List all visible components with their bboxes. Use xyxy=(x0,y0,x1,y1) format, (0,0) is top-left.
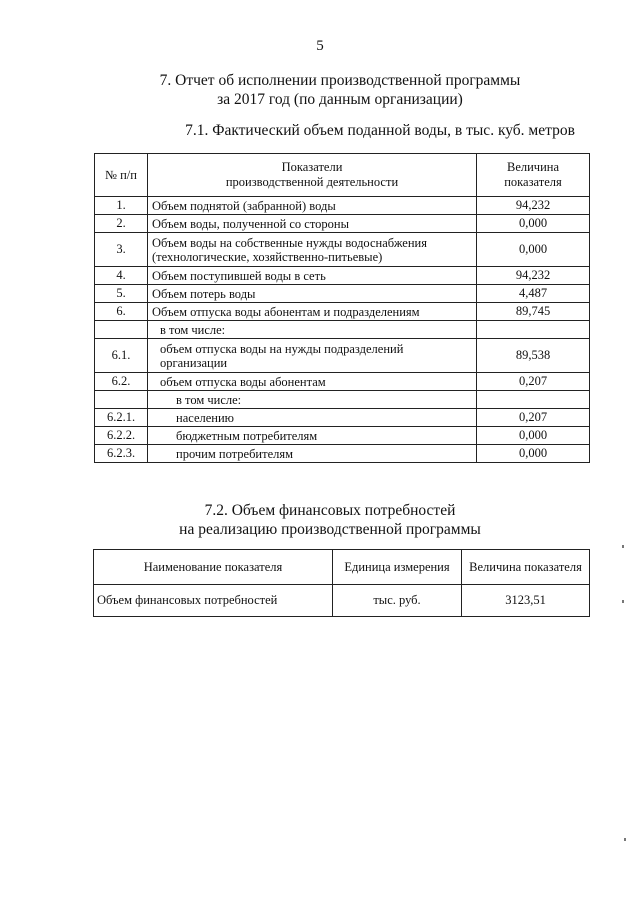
row-label: Объем воды на собственные нужды водоснабжения (технологические, хозяйственно-питьевые) xyxy=(148,233,477,267)
row-num: 3. xyxy=(95,233,148,267)
section-7-1-title: 7.1. Фактический объем поданной воды, в тыс. куб. метров xyxy=(185,122,575,139)
row-num: 6.2.2. xyxy=(95,427,148,445)
table-row xyxy=(95,285,590,303)
row-label: бюджетным потребителям xyxy=(148,427,477,445)
row-num: 6. xyxy=(95,303,148,321)
scan-mark xyxy=(622,600,624,603)
row-num: 6.2.1. xyxy=(95,409,148,427)
row-label: Объем воды, полученной со стороны xyxy=(148,215,477,233)
finance-value: 3123,51 xyxy=(462,585,590,617)
row-num xyxy=(95,391,148,409)
table-row xyxy=(95,267,590,285)
row-num: 6.2.3. xyxy=(95,445,148,463)
table-row xyxy=(95,445,590,463)
row-label: населению xyxy=(148,409,477,427)
row-num: 5. xyxy=(95,285,148,303)
row-label: Объем отпуска воды абонентам и подразделениям xyxy=(148,303,477,321)
table-row xyxy=(95,391,590,409)
scan-mark xyxy=(624,838,626,841)
section-7-title-line2: за 2017 год (по данным организации) xyxy=(217,91,463,108)
row-value: 89,745 xyxy=(477,303,590,321)
finance-name: Объем финансовых потребностей xyxy=(94,585,333,617)
section-7-title-line1: 7. Отчет об исполнении производственной программы xyxy=(159,72,521,89)
header-indicator-line2: производственной деятельности xyxy=(225,175,399,189)
row-num: 6.1. xyxy=(95,339,148,373)
finance-table xyxy=(93,549,590,617)
section-7-2-title-line1: 7.2. Объем финансовых потребностей xyxy=(204,502,456,519)
row-label: прочим потребителям xyxy=(148,445,477,463)
row-value: 4,487 xyxy=(477,285,590,303)
row-value: 0,207 xyxy=(477,409,590,427)
header-indicator-line1: Показатели xyxy=(281,160,343,174)
section-7-title xyxy=(60,71,620,109)
row-value xyxy=(477,321,590,339)
row-label: объем отпуска воды на нужды подразделений организации xyxy=(148,339,477,373)
header-num: № п/п xyxy=(95,154,148,197)
row-label: в том числе: xyxy=(148,321,477,339)
row-num: 2. xyxy=(95,215,148,233)
row-value: 89,538 xyxy=(477,339,590,373)
row-num: 6.2. xyxy=(95,373,148,391)
header-value: Величина показателя xyxy=(477,154,590,197)
row-label: Объем поднятой (забранной) воды xyxy=(148,197,477,215)
row-value: 94,232 xyxy=(477,267,590,285)
row-value: 0,207 xyxy=(477,373,590,391)
row-value: 94,232 xyxy=(477,197,590,215)
header-unit: Единица измерения xyxy=(333,550,462,585)
row-label: объем отпуска воды абонентам xyxy=(148,373,477,391)
table-row xyxy=(95,215,590,233)
row-num xyxy=(95,321,148,339)
table-header-row xyxy=(95,154,590,197)
row-label: Объем потерь воды xyxy=(148,285,477,303)
row-value: 0,000 xyxy=(477,427,590,445)
table-row xyxy=(95,427,590,445)
header-value: Величина показателя xyxy=(462,550,590,585)
section-7-2-title xyxy=(50,501,610,539)
scan-mark xyxy=(622,545,624,548)
row-num: 1. xyxy=(95,197,148,215)
row-num: 4. xyxy=(95,267,148,285)
page-number: 5 xyxy=(316,38,324,54)
table-row xyxy=(95,339,590,373)
section-7-2-title-line2: на реализацию производственной программы xyxy=(179,521,481,538)
table-row xyxy=(95,321,590,339)
row-label: Объем поступившей воды в сеть xyxy=(148,267,477,285)
table-row xyxy=(95,303,590,321)
header-name: Наименование показателя xyxy=(94,550,333,585)
finance-header-row xyxy=(94,550,590,585)
row-value: 0,000 xyxy=(477,233,590,267)
table-row xyxy=(95,409,590,427)
row-value: 0,000 xyxy=(477,215,590,233)
row-label: в том числе: xyxy=(148,391,477,409)
table-row xyxy=(95,373,590,391)
finance-unit: тыс. руб. xyxy=(333,585,462,617)
finance-row xyxy=(94,585,590,617)
row-value xyxy=(477,391,590,409)
header-indicator xyxy=(148,154,477,197)
table-row xyxy=(95,197,590,215)
water-volume-table xyxy=(94,153,590,463)
table-row xyxy=(95,233,590,267)
row-value: 0,000 xyxy=(477,445,590,463)
